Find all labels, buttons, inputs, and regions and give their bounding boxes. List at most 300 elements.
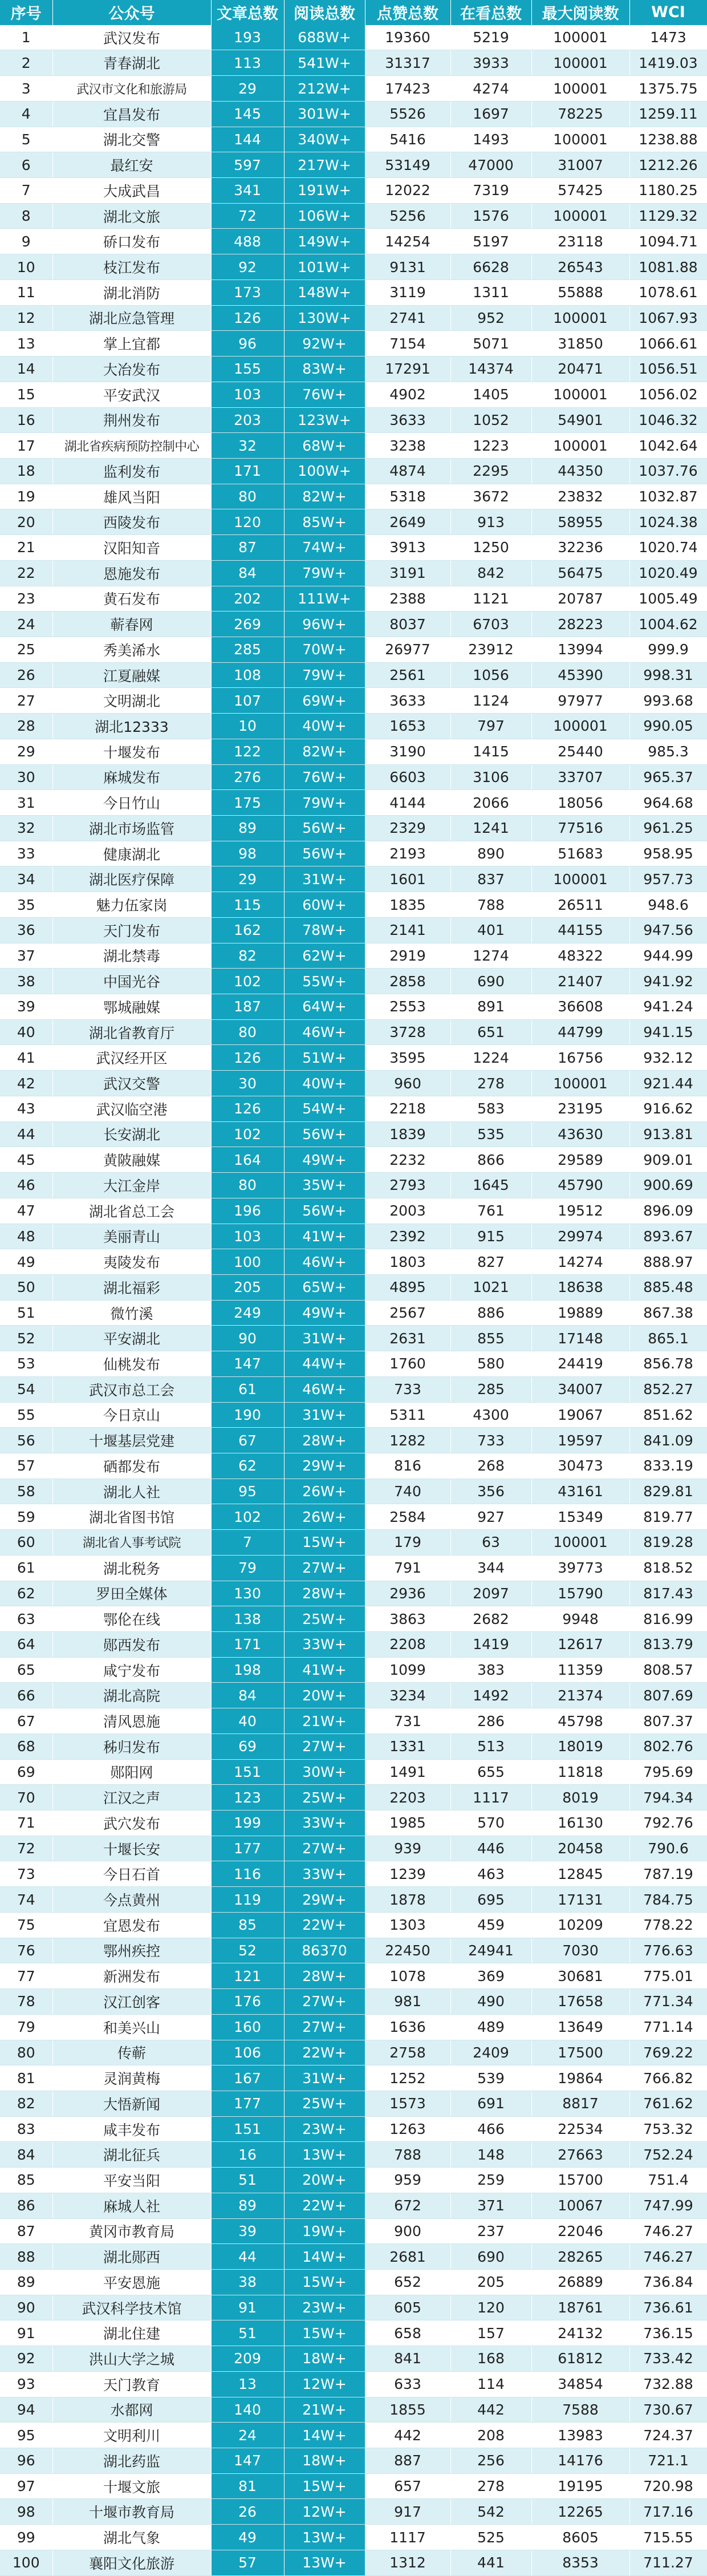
col-max-reads-cell: 11359 xyxy=(531,1657,629,1683)
col-articles-cell: 171 xyxy=(211,1632,284,1658)
col-articles-cell: 103 xyxy=(211,382,284,407)
col-max-reads-cell: 8817 xyxy=(531,2091,629,2116)
col-views-cell: 442 xyxy=(450,2397,531,2423)
col-reads-cell: 212W+ xyxy=(284,76,365,102)
col-reads-cell: 86370 xyxy=(284,1938,365,1963)
col-articles-cell: 30 xyxy=(211,1071,284,1096)
col-rank-cell: 83 xyxy=(0,2116,52,2142)
col-articles-cell: 276 xyxy=(211,764,284,790)
col-reads-cell: 78W+ xyxy=(284,917,365,943)
table-row xyxy=(0,25,707,50)
col-articles-cell: 67 xyxy=(211,1428,284,1453)
col-views-cell: 1250 xyxy=(450,535,531,561)
col-reads-cell: 41W+ xyxy=(284,1224,365,1249)
col-wci-cell: 1024.38 xyxy=(629,509,707,535)
col-likes-cell: 652 xyxy=(365,2269,450,2295)
col-articles-cell: 72 xyxy=(211,203,284,229)
col-views-cell: 1492 xyxy=(450,1683,531,1708)
table-row xyxy=(0,917,707,943)
col-views-cell: 1121 xyxy=(450,586,531,611)
col-views-cell: 3106 xyxy=(450,764,531,790)
col-articles-cell: 107 xyxy=(211,688,284,714)
col-account-cell: 湖北应急管理 xyxy=(52,305,211,331)
col-account-cell: 湖北药监 xyxy=(52,2448,211,2474)
col-wci-cell: 841.09 xyxy=(629,1428,707,1453)
col-max-reads-cell: 34854 xyxy=(531,2371,629,2397)
col-wci-cell: 1004.62 xyxy=(629,611,707,637)
col-wci-cell: 999.9 xyxy=(629,637,707,662)
col-max-reads-cell: 44350 xyxy=(531,458,629,484)
col-rank-cell: 64 xyxy=(0,1632,52,1658)
col-likes-cell: 5416 xyxy=(365,127,450,152)
col-max-reads-cell: 100001 xyxy=(531,76,629,102)
col-wci-cell: 819.28 xyxy=(629,1530,707,1556)
col-wci-cell: 794.34 xyxy=(629,1785,707,1811)
col-max-reads-cell: 12265 xyxy=(531,2499,629,2525)
col-reads-cell: 20W+ xyxy=(284,2168,365,2193)
col-wci-cell: 1032.87 xyxy=(629,484,707,509)
col-reads-cell: 85W+ xyxy=(284,509,365,535)
col-views-cell: 1419 xyxy=(450,1632,531,1658)
col-account-cell: 鄂州疾控 xyxy=(52,1938,211,1963)
col-views-cell: 371 xyxy=(450,2193,531,2218)
col-articles-cell: 341 xyxy=(211,178,284,204)
col-wci-cell: 893.67 xyxy=(629,1224,707,1249)
table-row xyxy=(0,1836,707,1861)
col-likes-cell: 7154 xyxy=(365,331,450,357)
col-max-reads-cell: 100001 xyxy=(531,50,629,76)
col-articles-cell: 52 xyxy=(211,1938,284,1963)
col-likes-cell: 1803 xyxy=(365,1249,450,1275)
table-row xyxy=(0,1096,707,1121)
col-likes-cell: 2567 xyxy=(365,1300,450,1326)
col-reads-cell: 29W+ xyxy=(284,1453,365,1479)
col-views-cell: 1405 xyxy=(450,382,531,407)
col-max-reads-cell: 28265 xyxy=(531,2244,629,2270)
col-max-reads-cell: 100001 xyxy=(531,714,629,739)
col-max-reads-cell: 26543 xyxy=(531,254,629,280)
col-articles-cell: 202 xyxy=(211,586,284,611)
col-rank-cell: 81 xyxy=(0,2065,52,2091)
col-rank-cell: 1 xyxy=(0,25,52,50)
col-likes-cell: 1573 xyxy=(365,2091,450,2116)
col-views-cell: 5071 xyxy=(450,331,531,357)
col-wci-cell: 916.62 xyxy=(629,1096,707,1121)
col-wci-cell: 993.68 xyxy=(629,688,707,714)
table-row xyxy=(0,1555,707,1581)
col-likes-cell: 740 xyxy=(365,1479,450,1504)
col-likes-cell: 2329 xyxy=(365,816,450,841)
col-articles-cell: 85 xyxy=(211,1912,284,1938)
col-views-cell: 1224 xyxy=(450,1045,531,1071)
col-likes-cell: 1491 xyxy=(365,1759,450,1785)
col-rank-cell: 75 xyxy=(0,1912,52,1938)
col-reads-cell: 27W+ xyxy=(284,1989,365,2015)
col-wci-cell: 818.52 xyxy=(629,1555,707,1581)
col-account-cell: 江夏融媒 xyxy=(52,662,211,688)
table-row xyxy=(0,1759,707,1785)
col-articles-cell: 177 xyxy=(211,1836,284,1861)
col-reads-cell: 27W+ xyxy=(284,1733,365,1759)
col-wci-cell: 1129.32 xyxy=(629,203,707,229)
col-likes-cell: 1835 xyxy=(365,892,450,918)
col-rank-cell: 27 xyxy=(0,688,52,714)
col-max-reads-cell: 43161 xyxy=(531,1479,629,1504)
col-likes-cell: 19360 xyxy=(365,25,450,50)
col-rank-cell: 37 xyxy=(0,943,52,969)
col-account-cell: 最红安 xyxy=(52,152,211,178)
col-reads-cell: 92W+ xyxy=(284,331,365,357)
col-account-cell: 文明利川 xyxy=(52,2423,211,2448)
col-likes-cell: 2858 xyxy=(365,969,450,994)
col-wci-cell: 711.27 xyxy=(629,2550,707,2575)
col-reads-cell: 62W+ xyxy=(284,943,365,969)
col-articles-cell: 203 xyxy=(211,407,284,433)
col-account-cell: 十堰长安 xyxy=(52,1836,211,1861)
col-max-reads-cell: 23195 xyxy=(531,1096,629,1121)
col-views-cell: 4300 xyxy=(450,1402,531,1428)
col-reads-cell: 15W+ xyxy=(284,2320,365,2346)
col-account-cell: 黄陂融媒 xyxy=(52,1147,211,1173)
col-views-cell: 463 xyxy=(450,1861,531,1887)
col-reads-cell: 28W+ xyxy=(284,1963,365,1989)
col-articles-cell: 102 xyxy=(211,969,284,994)
col-views-cell: 927 xyxy=(450,1504,531,1530)
col-max-reads-cell: 55888 xyxy=(531,280,629,305)
col-articles-cell: 13 xyxy=(211,2371,284,2397)
col-views-cell: 855 xyxy=(450,1326,531,1351)
table-body xyxy=(0,25,707,2575)
col-account-cell: 湖北交警 xyxy=(52,127,211,152)
col-wci-cell: 1056.02 xyxy=(629,382,707,407)
col-rank-cell: 66 xyxy=(0,1683,52,1708)
table-row xyxy=(0,2525,707,2550)
col-account-cell: 十堰市教育局 xyxy=(52,2499,211,2525)
col-articles-cell: 126 xyxy=(211,1045,284,1071)
col-articles-cell: 167 xyxy=(211,2065,284,2091)
col-likes-cell: 1636 xyxy=(365,2014,450,2040)
col-reads-cell: 28W+ xyxy=(284,1428,365,1453)
col-articles-cell: 51 xyxy=(211,2168,284,2193)
col-wci-cell: 733.42 xyxy=(629,2346,707,2372)
col-max-reads-cell: 33707 xyxy=(531,764,629,790)
col-likes-cell: 2141 xyxy=(365,917,450,943)
col-views-cell: 651 xyxy=(450,1019,531,1045)
col-likes-cell: 4902 xyxy=(365,382,450,407)
col-rank-cell: 76 xyxy=(0,1938,52,1963)
col-articles-cell: 29 xyxy=(211,76,284,102)
col-rank-cell: 68 xyxy=(0,1733,52,1759)
col-rank-cell: 8 xyxy=(0,203,52,229)
col-views-cell: 583 xyxy=(450,1096,531,1121)
col-likes-cell: 791 xyxy=(365,1555,450,1581)
col-rank-cell: 100 xyxy=(0,2550,52,2575)
col-account-cell: 江汉之声 xyxy=(52,1785,211,1811)
col-articles-cell: 147 xyxy=(211,1351,284,1377)
col-articles-cell: 84 xyxy=(211,560,284,586)
table-row xyxy=(0,2040,707,2065)
col-views-cell: 63 xyxy=(450,1530,531,1556)
col-wci-cell: 802.76 xyxy=(629,1733,707,1759)
col-wci-cell: 885.48 xyxy=(629,1274,707,1300)
col-articles-cell: 69 xyxy=(211,1733,284,1759)
col-wci-cell: 900.69 xyxy=(629,1173,707,1198)
col-max-reads-cell: 14274 xyxy=(531,1249,629,1275)
col-views-cell: 120 xyxy=(450,2295,531,2320)
col-account-cell: 今日京山 xyxy=(52,1402,211,1428)
col-max-reads-cell: 97977 xyxy=(531,688,629,714)
col-rank-cell: 14 xyxy=(0,357,52,382)
col-likes-cell: 2919 xyxy=(365,943,450,969)
col-views-cell: 256 xyxy=(450,2448,531,2474)
col-rank-cell: 42 xyxy=(0,1071,52,1096)
col-rank-cell: 35 xyxy=(0,892,52,918)
table-row xyxy=(0,1657,707,1683)
col-wci-cell: 1094.71 xyxy=(629,229,707,254)
col-account-cell: 秭归发布 xyxy=(52,1733,211,1759)
col-articles-cell: 140 xyxy=(211,2397,284,2423)
col-max-reads-cell: 36608 xyxy=(531,994,629,1020)
col-account-cell: 西陵发布 xyxy=(52,509,211,535)
col-wci-cell: 769.22 xyxy=(629,2040,707,2065)
table-row xyxy=(0,2218,707,2244)
col-max-reads-cell: 17148 xyxy=(531,1326,629,1351)
col-views-cell: 4274 xyxy=(450,76,531,102)
col-account-cell: 湖北消防 xyxy=(52,280,211,305)
col-rank-cell: 16 xyxy=(0,407,52,433)
col-likes-cell: 3633 xyxy=(365,407,450,433)
col-rank-cell: 67 xyxy=(0,1708,52,1734)
col-likes-cell: 917 xyxy=(365,2499,450,2525)
col-wci-cell: 813.79 xyxy=(629,1632,707,1658)
table-row xyxy=(0,2065,707,2091)
col-wci-cell: 851.62 xyxy=(629,1402,707,1428)
col-reads-cell: 31W+ xyxy=(284,2065,365,2091)
col-wci-cell: 1238.88 xyxy=(629,127,707,152)
col-articles-cell: 285 xyxy=(211,637,284,662)
col-likes-cell: 22450 xyxy=(365,1938,450,1963)
col-articles-cell: 84 xyxy=(211,1683,284,1708)
col-wci-cell: 964.68 xyxy=(629,790,707,816)
col-max-reads-cell: 19512 xyxy=(531,1198,629,1224)
col-wci-cell: 795.69 xyxy=(629,1759,707,1785)
col-max-reads-cell: 9948 xyxy=(531,1606,629,1632)
col-articles-cell: 29 xyxy=(211,866,284,892)
col-views-cell: 952 xyxy=(450,305,531,331)
table-row xyxy=(0,1912,707,1938)
col-views-cell: 205 xyxy=(450,2269,531,2295)
col-rank-cell: 84 xyxy=(0,2142,52,2168)
col-views-cell: 6628 xyxy=(450,254,531,280)
col-account-cell: 麻城人社 xyxy=(52,2193,211,2218)
col-likes-cell: 959 xyxy=(365,2168,450,2193)
col-rank-cell: 96 xyxy=(0,2448,52,2474)
col-wci-cell: 1056.51 xyxy=(629,357,707,382)
col-wci-cell: 1046.32 xyxy=(629,407,707,433)
table-row xyxy=(0,1632,707,1658)
col-account-cell: 魅力伍家岗 xyxy=(52,892,211,918)
col-wci-cell: 867.38 xyxy=(629,1300,707,1326)
col-wci-cell: 776.63 xyxy=(629,1938,707,1963)
col-reads-cell: 30W+ xyxy=(284,1759,365,1785)
col-rank-cell: 22 xyxy=(0,560,52,586)
col-wci-cell: 771.14 xyxy=(629,2014,707,2040)
col-articles-cell: 190 xyxy=(211,1402,284,1428)
col-wci-cell: 747.99 xyxy=(629,2193,707,2218)
col-rank-cell: 41 xyxy=(0,1045,52,1071)
col-wci-cell: 913.81 xyxy=(629,1121,707,1147)
col-likes-cell: 1282 xyxy=(365,1428,450,1453)
table-row xyxy=(0,892,707,918)
col-reads-cell: 33W+ xyxy=(284,1632,365,1658)
col-views-cell: 7319 xyxy=(450,178,531,204)
col-max-reads-cell: 13983 xyxy=(531,2423,629,2448)
col-likes-cell: 2388 xyxy=(365,586,450,611)
col-reads-cell: 69W+ xyxy=(284,688,365,714)
table-row xyxy=(0,611,707,637)
col-reads-cell: 70W+ xyxy=(284,637,365,662)
col-views-cell: 542 xyxy=(450,2499,531,2525)
col-articles-cell: 126 xyxy=(211,305,284,331)
col-wci-cell: 771.34 xyxy=(629,1989,707,2015)
col-articles-cell: 10 xyxy=(211,714,284,739)
col-views-cell: 890 xyxy=(450,841,531,866)
col-articles-cell: 32 xyxy=(211,433,284,459)
col-rank-cell: 47 xyxy=(0,1198,52,1224)
col-wci-cell: 720.98 xyxy=(629,2473,707,2499)
col-articles-cell: 171 xyxy=(211,458,284,484)
col-views-cell: 3933 xyxy=(450,50,531,76)
col-articles-cell: 597 xyxy=(211,152,284,178)
col-max-reads-cell: 100001 xyxy=(531,1530,629,1556)
col-wci-cell: 751.4 xyxy=(629,2168,707,2193)
table-row xyxy=(0,1504,707,1530)
col-likes-cell: 1760 xyxy=(365,1351,450,1377)
col-likes-cell: 605 xyxy=(365,2295,450,2320)
col-likes-cell: 442 xyxy=(365,2423,450,2448)
col-wci-cell: 736.15 xyxy=(629,2320,707,2346)
table-row xyxy=(0,1581,707,1606)
col-wci-cell: 753.32 xyxy=(629,2116,707,2142)
col-wci-cell: 715.55 xyxy=(629,2525,707,2550)
col-wci-cell: 766.82 xyxy=(629,2065,707,2091)
col-account-cell: 洪山大学之城 xyxy=(52,2346,211,2372)
col-max-reads-cell: 31850 xyxy=(531,331,629,357)
col-wci-cell: 778.22 xyxy=(629,1912,707,1938)
table-row xyxy=(0,229,707,254)
col-reads-cell: 64W+ xyxy=(284,994,365,1020)
col-reads-cell: 13W+ xyxy=(284,2525,365,2550)
table-row xyxy=(0,76,707,102)
col-account-cell: 夷陵发布 xyxy=(52,1249,211,1275)
col-views-cell: 157 xyxy=(450,2320,531,2346)
col-account-cell: 新洲发布 xyxy=(52,1963,211,1989)
col-account-cell: 湖北福彩 xyxy=(52,1274,211,1300)
col-likes-cell: 3238 xyxy=(365,433,450,459)
col-wci-cell: 732.88 xyxy=(629,2371,707,2397)
col-account-cell: 长安湖北 xyxy=(52,1121,211,1147)
col-rank-cell: 86 xyxy=(0,2193,52,2218)
col-wci-cell: 833.19 xyxy=(629,1453,707,1479)
col-max-reads-cell: 25440 xyxy=(531,739,629,764)
col-likes-cell: 2392 xyxy=(365,1224,450,1249)
col-articles-cell: 7 xyxy=(211,1530,284,1556)
col-max-reads-cell: 100001 xyxy=(531,25,629,50)
col-articles-cell: 87 xyxy=(211,535,284,561)
col-likes-cell: 179 xyxy=(365,1530,450,1556)
col-max-reads-cell: 100001 xyxy=(531,203,629,229)
col-reads-cell: 13W+ xyxy=(284,2550,365,2575)
col-rank-cell: 43 xyxy=(0,1096,52,1121)
col-rank-cell: 7 xyxy=(0,178,52,204)
col-wci-cell: 817.43 xyxy=(629,1581,707,1606)
col-likes-cell: 17291 xyxy=(365,357,450,382)
col-likes-cell: 2232 xyxy=(365,1147,450,1173)
col-rank-cell: 3 xyxy=(0,76,52,102)
col-account-cell: 恩施发布 xyxy=(52,560,211,586)
col-max-reads-cell: 10209 xyxy=(531,1912,629,1938)
col-account-cell: 今日竹山 xyxy=(52,790,211,816)
col-max-reads-cell: 100001 xyxy=(531,127,629,152)
col-likes-cell: 6603 xyxy=(365,764,450,790)
col-wci-cell: 1067.93 xyxy=(629,305,707,331)
col-wci-cell: 736.84 xyxy=(629,2269,707,2295)
col-wci-cell: 965.37 xyxy=(629,764,707,790)
col-account-cell: 十堰基层党建 xyxy=(52,1428,211,1453)
col-likes-cell: 658 xyxy=(365,2320,450,2346)
table-row xyxy=(0,1071,707,1096)
col-likes-cell: 672 xyxy=(365,2193,450,2218)
col-max-reads-cell: 100001 xyxy=(531,866,629,892)
col-views-cell: 6703 xyxy=(450,611,531,637)
col-max-reads-cell: 17500 xyxy=(531,2040,629,2065)
col-views-cell: 2682 xyxy=(450,1606,531,1632)
col-reads-cell: 100W+ xyxy=(284,458,365,484)
col-reads-cell: 21W+ xyxy=(284,1708,365,1734)
col-views-cell: 1311 xyxy=(450,280,531,305)
col-wci-cell: 941.92 xyxy=(629,969,707,994)
col-account-cell: 湖北省总工会 xyxy=(52,1198,211,1224)
col-articles-cell: 193 xyxy=(211,25,284,50)
table-row xyxy=(0,1708,707,1734)
col-views-cell: 23912 xyxy=(450,637,531,662)
col-likes-cell: 14254 xyxy=(365,229,450,254)
col-rank-cell: 31 xyxy=(0,790,52,816)
col-articles-cell: 205 xyxy=(211,1274,284,1300)
table-row xyxy=(0,2320,707,2346)
col-reads-cell: 22W+ xyxy=(284,1912,365,1938)
col-views-cell: 655 xyxy=(450,1759,531,1785)
col-wci-cell: 1473 xyxy=(629,25,707,50)
table-row xyxy=(0,2423,707,2448)
col-account-cell: 硚口发布 xyxy=(52,229,211,254)
col-account-cell: 咸宁发布 xyxy=(52,1657,211,1683)
col-rank-cell: 91 xyxy=(0,2320,52,2346)
col-max-reads-cell: 100001 xyxy=(531,382,629,407)
col-rank-cell: 30 xyxy=(0,764,52,790)
col-articles-cell: 61 xyxy=(211,1376,284,1402)
col-wci-cell: 1259.11 xyxy=(629,101,707,127)
col-account-cell: 天门发布 xyxy=(52,917,211,943)
col-likes-cell: 2649 xyxy=(365,509,450,535)
table-row xyxy=(0,637,707,662)
col-reads-cell: 149W+ xyxy=(284,229,365,254)
col-max-reads-cell: 23832 xyxy=(531,484,629,509)
col-rank-cell: 18 xyxy=(0,458,52,484)
table-row xyxy=(0,1351,707,1377)
col-max-reads-cell: 24419 xyxy=(531,1351,629,1377)
col-views-cell: 401 xyxy=(450,917,531,943)
